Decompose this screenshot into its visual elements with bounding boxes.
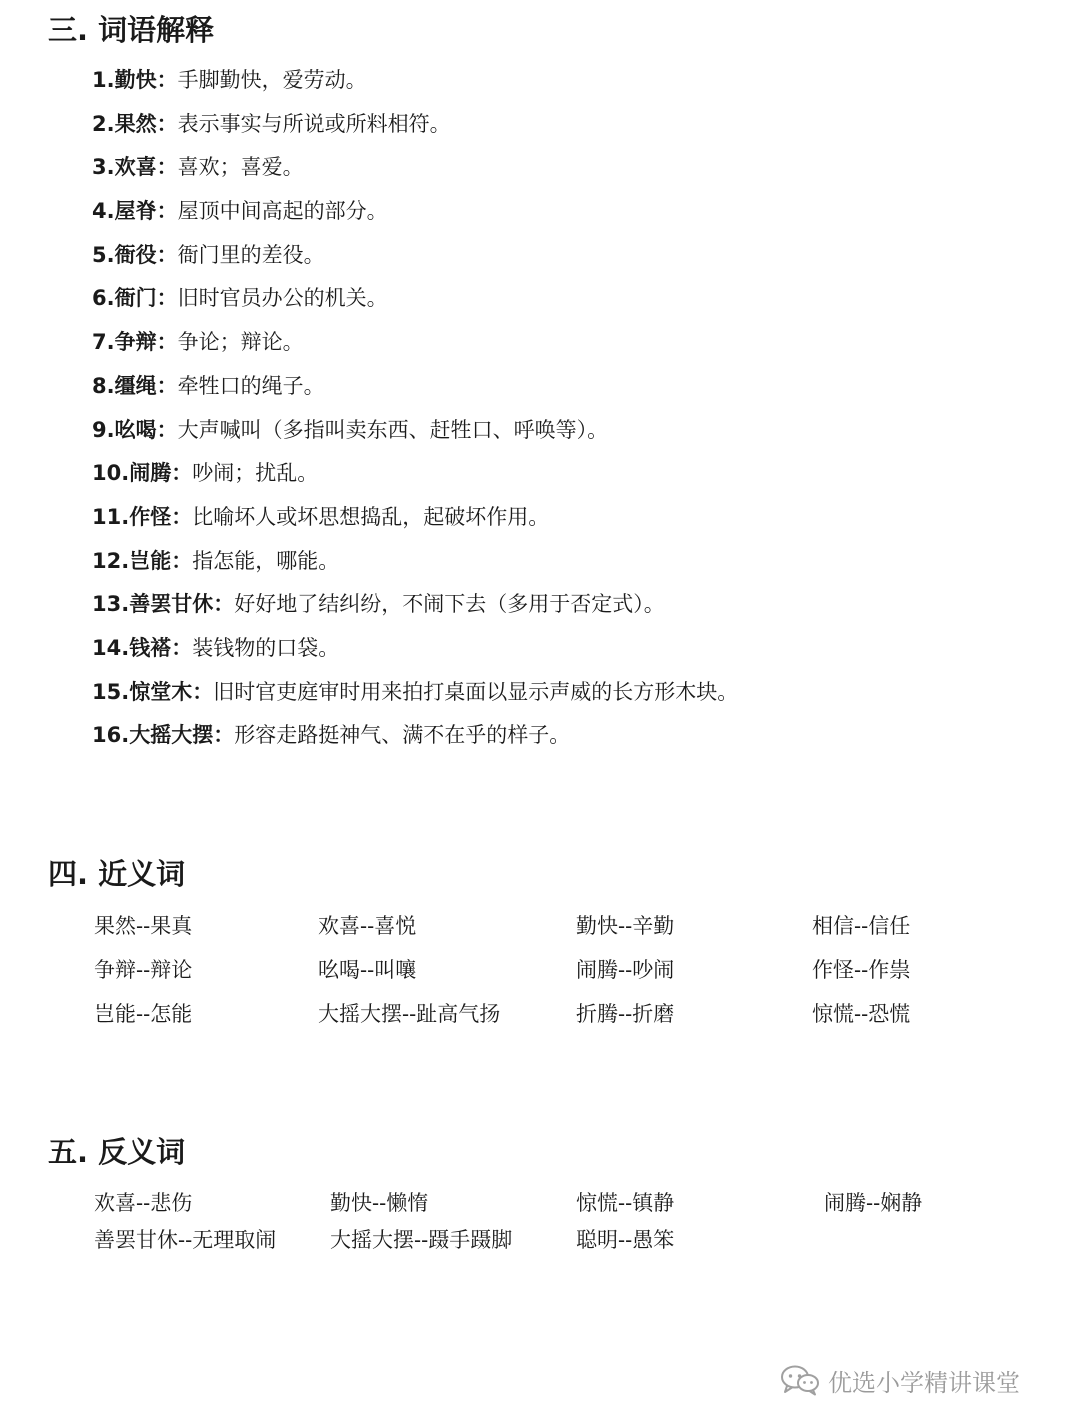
- synonym-pair: 吆喝--叫嚷: [318, 958, 417, 982]
- synonym-pair: 勤快--辛勤: [576, 914, 675, 938]
- synonym-pair: 相信--信任: [812, 914, 911, 938]
- definition-meaning: 屋顶中间高起的部分。: [177, 199, 388, 224]
- definition-term: 屋脊: [114, 199, 157, 224]
- synonym-pair: 大摇大摆--趾高气扬: [318, 1002, 501, 1026]
- definition-colon: ：: [156, 373, 178, 398]
- definition-colon: ：: [171, 461, 193, 486]
- definition-colon: ：: [156, 68, 178, 92]
- synonym-pair: 作怪--作祟: [812, 958, 911, 982]
- antonym-pair: 惊慌--镇静: [576, 1191, 675, 1215]
- definition-colon: ：: [171, 504, 193, 529]
- definition-meaning: 手脚勤快，爱劳动。: [177, 68, 367, 92]
- definition-number: 16.: [92, 723, 130, 748]
- definition-number: 10.: [92, 461, 130, 486]
- definition-term: 吆喝: [114, 417, 157, 442]
- definition-term: 欢喜: [114, 155, 157, 180]
- definition-meaning: 争论；辩论。: [177, 330, 304, 355]
- definition-number: 4.: [92, 199, 115, 224]
- definition-term: 大摇大摆: [129, 723, 214, 748]
- section-title-antonyms: 五. 反义词: [48, 1135, 186, 1169]
- definition-term: 缰绳: [114, 373, 157, 398]
- definition-number: 11.: [92, 504, 130, 529]
- definition-term: 争辩: [114, 330, 157, 355]
- synonym-pair: 闹腾--吵闹: [576, 958, 675, 982]
- definition-term: 作怪: [129, 504, 172, 529]
- synonym-pair: 惊慌--恐慌: [812, 1002, 911, 1026]
- definition-item: [92, 674, 738, 718]
- definition-term: 惊堂木: [129, 679, 193, 704]
- definition-meaning: 装钱物的口袋。: [192, 635, 340, 660]
- definition-colon: ：: [213, 592, 235, 617]
- definition-meaning: 牵牲口的绳子。: [177, 373, 325, 398]
- definition-item: [92, 455, 738, 499]
- definition-meaning: 旧时官吏庭审时用来拍打桌面以显示声威的长方形木块。: [213, 679, 739, 704]
- definition-item: [92, 586, 738, 630]
- definition-colon: ：: [192, 679, 214, 704]
- definition-meaning: 大声喊叫（多指叫卖东西、赶牲口、呼唤等）。: [177, 417, 609, 442]
- definition-item: [92, 324, 738, 368]
- definition-term: 闹腾: [129, 461, 172, 486]
- definition-number: 8.: [92, 373, 115, 398]
- definition-colon: ：: [156, 242, 178, 267]
- wechat-icon: [780, 1364, 820, 1396]
- definition-item: [92, 412, 738, 456]
- definition-number: 7.: [92, 330, 115, 355]
- definition-item: [92, 543, 738, 587]
- antonym-pair: 勤快--懒惰: [330, 1191, 429, 1215]
- definition-item: [92, 149, 738, 193]
- definition-colon: ：: [156, 199, 178, 224]
- antonym-pair: 大摇大摆--蹑手蹑脚: [330, 1228, 513, 1252]
- section-title-definitions: 三. 词语解释: [48, 13, 215, 47]
- definition-item: [92, 106, 738, 150]
- definition-number: 3.: [92, 155, 115, 180]
- definition-meaning: 喜欢；喜爱。: [177, 155, 304, 180]
- definition-colon: ：: [156, 330, 178, 355]
- definition-colon: ：: [156, 111, 178, 136]
- definition-item: [92, 717, 738, 761]
- definition-term: 钱褡: [129, 635, 172, 660]
- definition-number: 5.: [92, 242, 115, 267]
- synonym-pair: 岂能--怎能: [94, 1002, 193, 1026]
- definition-term: 衙役: [114, 242, 157, 267]
- definition-colon: ：: [171, 635, 193, 660]
- definition-number: 12.: [92, 548, 130, 573]
- definition-number: 1.: [92, 68, 115, 92]
- definition-meaning: 好好地了结纠纷，不闹下去（多用于否定式）。: [234, 592, 665, 617]
- definition-meaning: 表示事实与所说或所料相符。: [177, 111, 451, 136]
- definition-item: [92, 499, 738, 543]
- definition-item: [92, 237, 738, 281]
- definition-number: 6.: [92, 286, 115, 311]
- definition-item: [92, 630, 738, 674]
- definition-item: [92, 280, 738, 324]
- synonym-pair: 争辩--辩论: [94, 958, 193, 982]
- antonym-pair: 欢喜--悲伤: [94, 1191, 193, 1215]
- definition-colon: ：: [156, 286, 178, 311]
- definition-term: 善罢甘休: [129, 592, 214, 617]
- definition-term: 勤快: [114, 68, 157, 92]
- definition-number: 14.: [92, 635, 130, 660]
- definition-term: 岂能: [129, 548, 172, 573]
- antonym-pair: 闹腾--娴静: [824, 1191, 923, 1215]
- definition-number: 9.: [92, 417, 115, 442]
- definition-meaning: 指怎能，哪能。: [192, 548, 340, 573]
- definition-item: [92, 193, 738, 237]
- watermark-text: 优选小学精讲课堂: [828, 1368, 1020, 1397]
- definition-meaning: 吵闹；扰乱。: [192, 461, 319, 486]
- section-title-synonyms: 四. 近义词: [48, 857, 186, 891]
- watermark: [780, 1362, 1020, 1398]
- definition-colon: ：: [213, 723, 235, 748]
- definition-meaning: 旧时官员办公的机关。: [177, 286, 388, 311]
- definition-item: [92, 62, 738, 106]
- definition-number: 13.: [92, 592, 130, 617]
- synonym-pair: 欢喜--喜悦: [318, 914, 417, 938]
- definition-meaning: 形容走路挺神气、满不在乎的样子。: [234, 723, 571, 748]
- definition-colon: ：: [171, 548, 193, 573]
- definition-list: [92, 62, 738, 761]
- definition-colon: ：: [156, 417, 178, 442]
- synonym-pair: 折腾--折磨: [576, 1002, 675, 1026]
- definition-term: 果然: [114, 111, 157, 136]
- synonym-pair: 果然--果真: [94, 914, 193, 938]
- antonym-pair: 善罢甘休--无理取闹: [94, 1228, 277, 1252]
- definition-colon: ：: [156, 155, 178, 180]
- antonym-pair: 聪明--愚笨: [576, 1228, 675, 1252]
- definition-item: [92, 368, 738, 412]
- definition-meaning: 比喻坏人或坏思想捣乱，起破坏作用。: [192, 504, 550, 529]
- definition-number: 2.: [92, 111, 115, 136]
- definition-term: 衙门: [114, 286, 157, 311]
- definition-number: 15.: [92, 679, 130, 704]
- definition-meaning: 衙门里的差役。: [177, 242, 325, 267]
